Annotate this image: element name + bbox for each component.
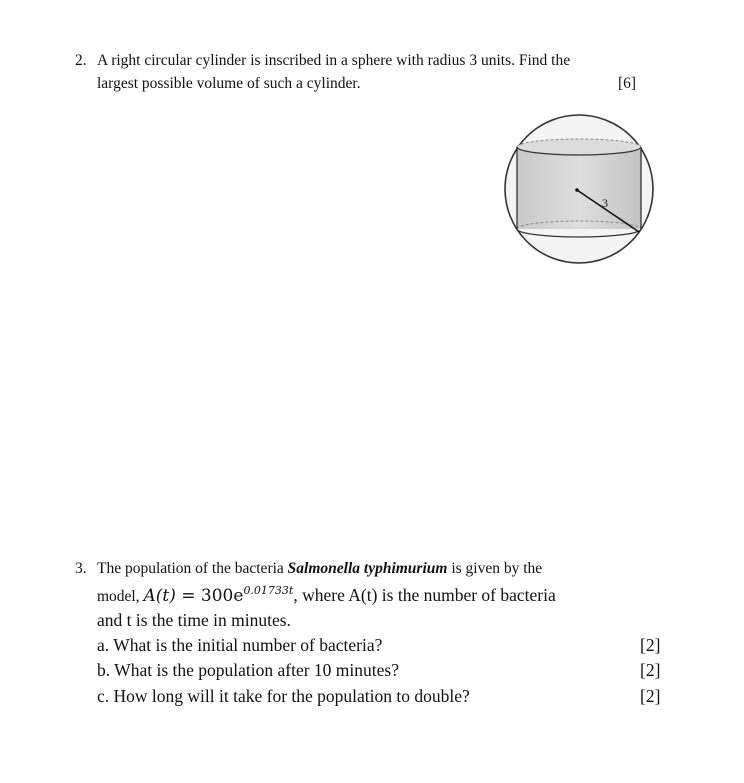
question-3-line-3: and t is the time in minutes. xyxy=(97,610,291,630)
model-exponent: 0.01733t xyxy=(243,584,294,597)
cylinder-body xyxy=(517,147,641,229)
question-3-line-2-pre: model, xyxy=(97,588,144,605)
question-3-part-a-marks: [2] xyxy=(640,635,661,655)
question-3-part-c-marks: [2] xyxy=(640,686,661,706)
cylinder-in-sphere-diagram xyxy=(502,113,657,268)
radius-label: 3 xyxy=(602,196,608,210)
cylinder-in-sphere-figure xyxy=(502,113,657,268)
question-2-line-1: A right circular cylinder is inscribed in a sphere with radius 3 units. Find the xyxy=(97,52,571,69)
question-3-part-c: c. How long will it take for the population to double? xyxy=(97,686,470,706)
question-2-line-2: largest possible volume of such a cylinder. xyxy=(97,75,361,92)
model-lhs: A(t) xyxy=(143,586,176,606)
question-2-marks: [6] xyxy=(618,75,637,92)
question-3-part-b-marks: [2] xyxy=(640,660,661,680)
question-3-part-b: b. What is the population after 10 minutes? xyxy=(97,660,399,680)
question-3-number: 3. xyxy=(75,560,87,577)
model-equation: = 300e xyxy=(175,586,244,606)
question-3-line-2-post: , where A(t) is the number of bacteria xyxy=(293,585,556,605)
question-3-line-2 xyxy=(97,584,556,606)
question-2-number: 2. xyxy=(75,52,87,69)
bacteria-species: Salmonella typhimurium xyxy=(287,560,448,577)
question-3-part-a: a. What is the initial number of bacteria? xyxy=(97,635,383,655)
question-3-line-1-post: is given by the xyxy=(447,560,543,577)
question-3-line-1 xyxy=(97,560,542,578)
question-3-line-1-pre: The population of the bacteria xyxy=(97,560,288,577)
